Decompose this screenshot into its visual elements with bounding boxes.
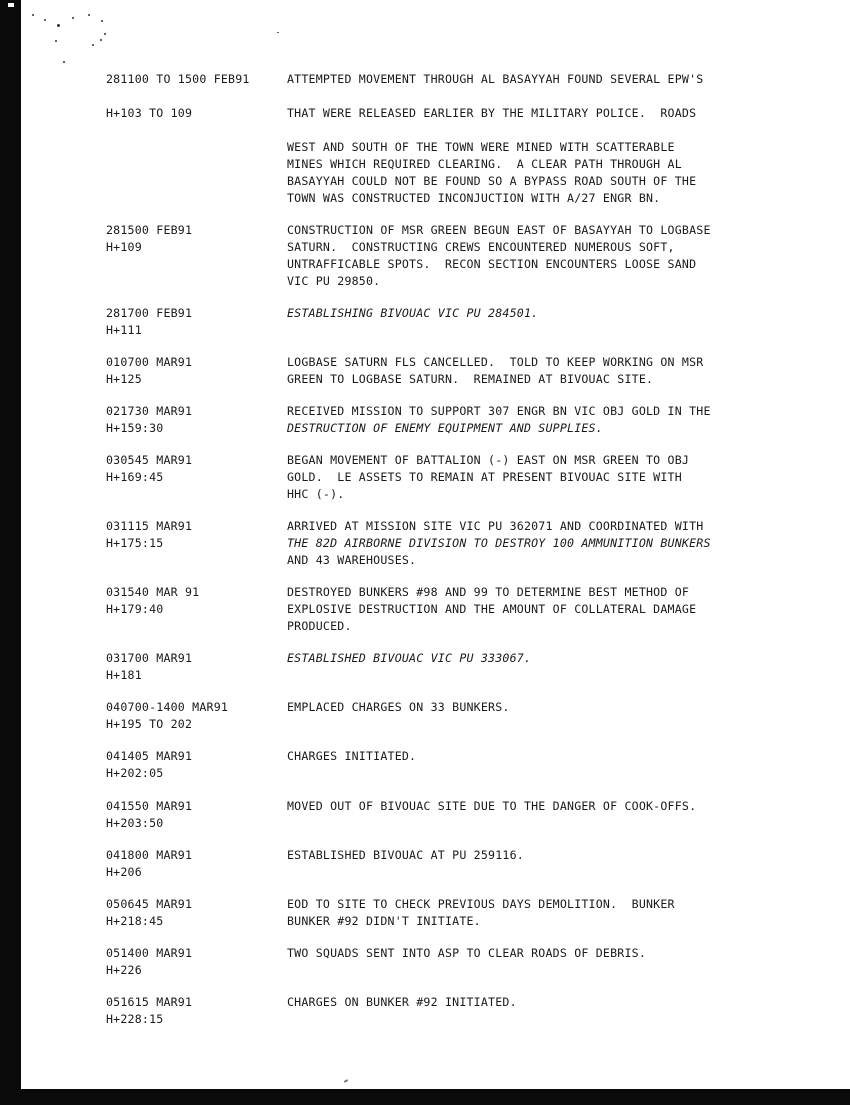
description-line: EXPLOSIVE DESTRUCTION AND THE AMOUNT OF COLLATERAL DAMAGE xyxy=(287,602,697,616)
time-line: H+195 TO 202 xyxy=(106,717,193,731)
entry-time xyxy=(106,222,281,256)
time-line xyxy=(106,88,281,105)
description-line: ESTABLISHED BIVOUAC VIC PU 333067. xyxy=(287,651,532,665)
time-line: 281500 FEB91 xyxy=(106,223,193,237)
entry-description xyxy=(287,945,787,962)
time-line: H+109 xyxy=(106,240,142,254)
time-line: H+111 xyxy=(106,323,142,337)
entry-description xyxy=(287,798,787,815)
entry-description xyxy=(287,748,787,765)
time-line: 051615 MAR91 xyxy=(106,995,193,1009)
entry-description xyxy=(287,403,787,437)
entry-time xyxy=(106,945,281,979)
description-line: ESTABLISHING BIVOUAC VIC PU 284501. xyxy=(287,306,539,320)
time-line: H+206 xyxy=(106,865,142,879)
description-line xyxy=(287,88,787,105)
entry-description xyxy=(287,994,787,1011)
description-line: TWO SQUADS SENT INTO ASP TO CLEAR ROADS OF DEBRIS. xyxy=(287,946,647,960)
entry-description xyxy=(287,71,787,207)
entry-time xyxy=(106,798,281,832)
time-line: 031115 MAR91 xyxy=(106,519,193,533)
time-line: H+103 TO 109 xyxy=(106,106,193,120)
description-line: ESTABLISHED BIVOUAC AT PU 259116. xyxy=(287,848,524,862)
time-line: H+125 xyxy=(106,372,142,386)
entry-time xyxy=(106,452,281,486)
entry-time xyxy=(106,650,281,684)
time-line: 031700 MAR91 xyxy=(106,651,193,665)
entry-time xyxy=(106,699,281,733)
time-line: H+175:15 xyxy=(106,536,164,550)
entry-time xyxy=(106,71,281,122)
description-line: PRODUCED. xyxy=(287,619,352,633)
entry-time xyxy=(106,518,281,552)
entry-time xyxy=(106,847,281,881)
description-line: GOLD. LE ASSETS TO REMAIN AT PRESENT BIVOUAC SITE WITH xyxy=(287,470,682,484)
time-line: 281700 FEB91 xyxy=(106,306,193,320)
time-line: 040700-1400 MAR91 xyxy=(106,700,229,714)
time-line: 041800 MAR91 xyxy=(106,848,193,862)
entry-time xyxy=(106,305,281,339)
time-line: H+226 xyxy=(106,963,142,977)
description-line: THAT WERE RELEASED EARLIER BY THE MILITARY POLICE. ROADS xyxy=(287,106,697,120)
time-line: 041550 MAR91 xyxy=(106,799,193,813)
time-line: H+228:15 xyxy=(106,1012,164,1026)
time-line: H+179:40 xyxy=(106,602,164,616)
description-line: BUNKER #92 DIDN'T INITIATE. xyxy=(287,914,481,928)
scan-bottom-border xyxy=(0,1089,850,1105)
entry-description xyxy=(287,518,787,569)
description-line: MOVED OUT OF BIVOUAC SITE DUE TO THE DANGER OF COOK-OFFS. xyxy=(287,799,697,813)
entry-description xyxy=(287,699,787,716)
description-line: TOWN WAS CONSTRUCTED INCONJUCTION WITH A/27 ENGR BN. xyxy=(287,191,661,205)
scan-left-border xyxy=(0,0,21,1105)
time-line: 031540 MAR 91 xyxy=(106,585,200,599)
entry-description xyxy=(287,354,787,388)
entry-time xyxy=(106,748,281,782)
description-line: MINES WHICH REQUIRED CLEARING. A CLEAR PATH THROUGH AL xyxy=(287,157,682,171)
description-line: AND 43 WAREHOUSES. xyxy=(287,553,417,567)
description-line: CONSTRUCTION OF MSR GREEN BEGUN EAST OF BASAYYAH TO LOGBASE xyxy=(287,223,711,237)
description-line: ARRIVED AT MISSION SITE VIC PU 362071 AND COORDINATED WITH xyxy=(287,519,704,533)
description-line: BEGAN MOVEMENT OF BATTALION (-) EAST ON MSR GREEN TO OBJ xyxy=(287,453,690,467)
entry-time xyxy=(106,354,281,388)
scan-noise xyxy=(30,8,290,68)
time-line: H+202:05 xyxy=(106,766,164,780)
entry-description xyxy=(287,650,787,667)
entry-time xyxy=(106,584,281,618)
description-line: THE 82D AIRBORNE DIVISION TO DESTROY 100 AMMUNITION BUNKERS xyxy=(287,536,711,550)
scan-corner-mark xyxy=(8,3,14,7)
description-line: ATTEMPTED MOVEMENT THROUGH AL BASAYYAH FOUND SEVERAL EPW'S xyxy=(287,72,704,86)
entry-description xyxy=(287,452,787,503)
description-line: WEST AND SOUTH OF THE TOWN WERE MINED WITH SCATTERABLE xyxy=(287,140,675,154)
entry-time xyxy=(106,994,281,1028)
description-line: BASAYYAH COULD NOT BE FOUND SO A BYPASS ROAD SOUTH OF THE xyxy=(287,174,697,188)
entry-description xyxy=(287,305,787,322)
description-line: CHARGES ON BUNKER #92 INITIATED. xyxy=(287,995,517,1009)
entry-description xyxy=(287,584,787,635)
time-line: 030545 MAR91 xyxy=(106,453,193,467)
description-line: EOD TO SITE TO CHECK PREVIOUS DAYS DEMOLITION. BUNKER xyxy=(287,897,675,911)
entry-description xyxy=(287,847,787,864)
description-line: CHARGES INITIATED. xyxy=(287,749,417,763)
time-line: 021730 MAR91 xyxy=(106,404,193,418)
description-line xyxy=(287,122,787,139)
time-line: 010700 MAR91 xyxy=(106,355,193,369)
time-line: 050645 MAR91 xyxy=(106,897,193,911)
entry-description xyxy=(287,896,787,930)
description-line: GREEN TO LOGBASE SATURN. REMAINED AT BIVOUAC SITE. xyxy=(287,372,654,386)
time-line: H+203:50 xyxy=(106,816,164,830)
time-line: 041405 MAR91 xyxy=(106,749,193,763)
time-line: 051400 MAR91 xyxy=(106,946,193,960)
description-line: VIC PU 29850. xyxy=(287,274,381,288)
time-line: H+169:45 xyxy=(106,470,164,484)
scan-noise-mark xyxy=(344,1079,348,1083)
description-line: DESTROYED BUNKERS #98 AND 99 TO DETERMINE BEST METHOD OF xyxy=(287,585,690,599)
entry-description xyxy=(287,222,787,290)
description-line: HHC (-). xyxy=(287,487,345,501)
time-line: H+181 xyxy=(106,668,142,682)
description-line: SATURN. CONSTRUCTING CREWS ENCOUNTERED NUMEROUS SOFT, xyxy=(287,240,675,254)
time-line: H+159:30 xyxy=(106,421,164,435)
entry-time xyxy=(106,403,281,437)
time-line: 281100 TO 1500 FEB91 xyxy=(106,72,250,86)
description-line: DESTRUCTION OF ENEMY EQUIPMENT AND SUPPLIES. xyxy=(287,421,603,435)
entry-time xyxy=(106,896,281,930)
description-line: RECEIVED MISSION TO SUPPORT 307 ENGR BN VIC OBJ GOLD IN THE xyxy=(287,404,711,418)
description-line: EMPLACED CHARGES ON 33 BUNKERS. xyxy=(287,700,510,714)
description-line: UNTRAFFICABLE SPOTS. RECON SECTION ENCOUNTERS LOOSE SAND xyxy=(287,257,697,271)
description-line: LOGBASE SATURN FLS CANCELLED. TOLD TO KEEP WORKING ON MSR xyxy=(287,355,704,369)
time-line: H+218:45 xyxy=(106,914,164,928)
